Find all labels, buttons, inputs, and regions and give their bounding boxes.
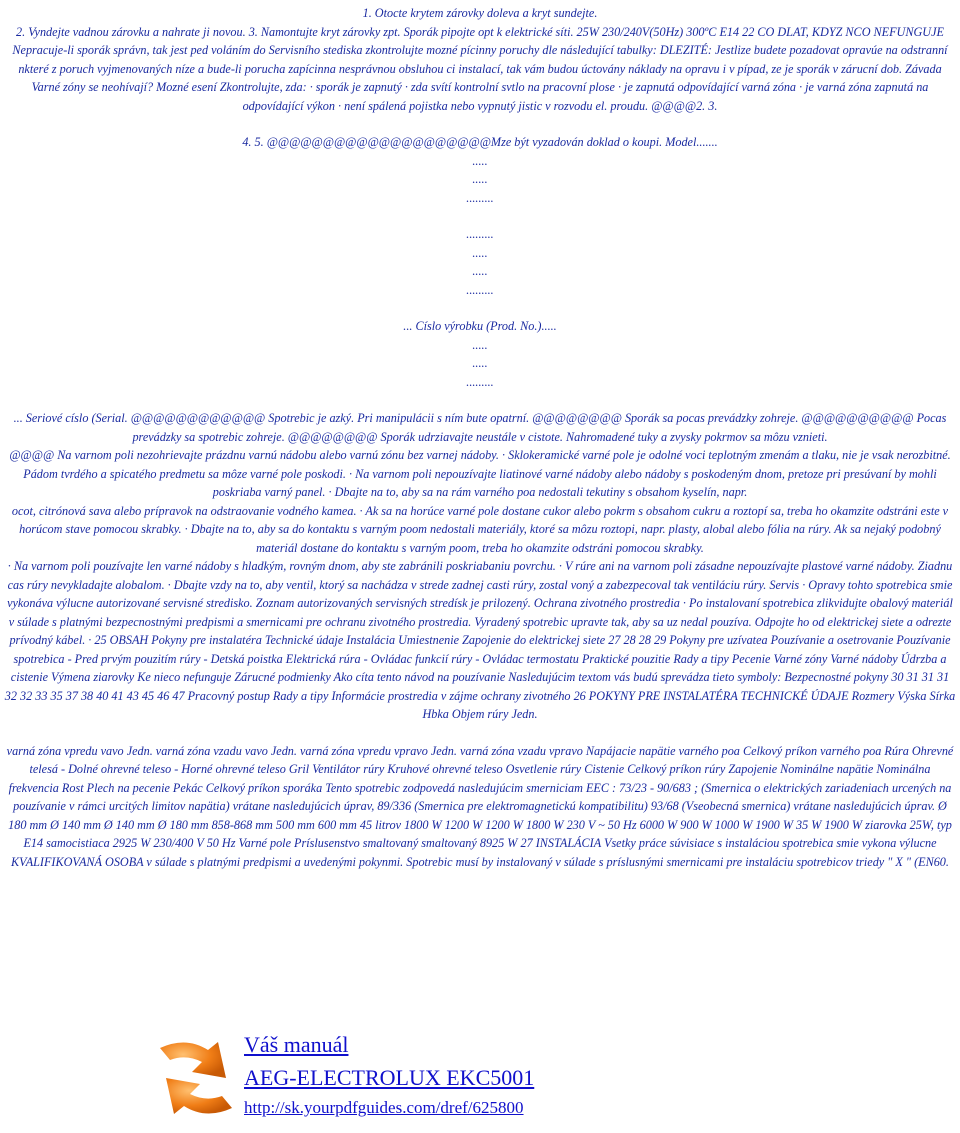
text-paragraph [4,299,956,317]
text-paragraph: 2. Vyndejte vadnou zárovku a nahrate ji novou. 3. Namontujte kryt zárovky zpt. Sporák pipojte opt k elektrické síti. 25W 230/240V(50Hz) 300ºC E14 22 CO DLAT, KDYZ NCO NEFUNGUJE Nepracuje-li sporák správn, tak jest ped voláním do Servisního stediska zkontrolujte mozné pícinny poruchy dle následující tabulky: DLEZITÉ: Jestlize budete pozadovat opravúe na odstranní nkteré z poruch vyjmenovaných níze a bude-li porucha zapícinna nesprávnou obsluhou ci instalací, tak vám budou úctovány náklady na opravu i v pípad, ze je sporák v zárucní dob. Závada Varné zóny se neohívají? Mozné esení Zkontrolujte, zda: · sporák je zapnutý · zda svítí kontrolní svtlo na pracovní plose · je zapnutá odpovídající varná zóna · je varná zóna zapnutá na odpovídající výkon · není spálená pojistka nebo vypnutý jistic v rozvodu el. proudu. @@@@2. 3. [12,24,948,113]
manual-body-text [4,4,956,871]
text-paragraph: @@@@ Na varnom poli nezohrievajte prázdnu varnú nádobu alebo varnú zónu bez varnej nádoby. · Sklokeramické varné pole je odolné voci teplotným zmenám a tlaku, nie je vsak nerozbitné. Pádom tvrdého a spicatého predmetu sa môze varné pole poskodi. · Na varnom poli nepouzívajte liatinové varné nádoby alebo nádoby s poskodeným dnom, pretoze pri presúvaní by mohli poskriaba varný panel. · Dbajte na to, aby sa na rám varného poa nedostali tekutiny s obsahom kyselín, napr. [9,448,951,499]
text-paragraph: ... Císlo výrobku (Prod. No.)..... [403,319,557,333]
text-paragraph [4,207,956,225]
text-paragraph: ......... [466,227,494,241]
text-paragraph: ..... [472,172,488,186]
text-paragraph: ......... [466,374,494,389]
text-paragraph: ... Seriové císlo (Serial. @@@@@@@@@@@@ Spotrebic je azký. Pri manipulácii s ním bute opatrní. @@@@@@@@ Sporák sa pocas prevádzky zohreje. @@@@@@@@@@ Pocas prevádzky sa spotrebic zohreje. @@@@@@@@ Sporák udrziavajte neustále v cistote. Nahromadené tuky a zvysky pokrmov sa môzu vznieti. [13,411,947,444]
text-paragraph: 1. Otocte krytem zárovky doleva a kryt sundejte. [362,6,598,20]
manual-model-link[interactable]: AEG-ELECTROLUX EKC5001 [244,1065,535,1090]
orange-arrow-logo-icon [156,1038,236,1118]
text-paragraph: ..... [472,245,488,260]
text-paragraph: ocot, citrónová sava alebo prípravok na odstraovanie vodného kamea. · Ak sa na horúce varné pole dostane cukor alebo pokrm s obsahom cukru a roztopí sa, treba ho okamzite odstráni este v horúcom stave pomocou skrabky. · Dbajte na to, aby sa do kontaktu s varným poom nedostali materiály, ktoré sa môzu roztopi, napr. plasty, alobal alebo fólia na rúry. Ak sa nejaký podobný materiál dostane do kontaktu s varným poom, treba ho okamzite odstráni pomocou skrabky. [11,503,949,555]
text-paragraph [4,391,956,409]
text-paragraph: ..... [472,153,488,168]
text-paragraph: ......... [466,190,494,205]
text-paragraph: ......... [466,282,494,297]
text-paragraph: ..... [472,356,488,370]
text-paragraph [4,724,956,742]
footer-banner [0,1032,960,1130]
text-paragraph: varná zóna vpredu vavo Jedn. varná zóna vzadu vavo Jedn. varná zóna vpredu vpravo Jedn. varná zóna vzadu vpravo Napájacie napätie varného poa Celkový príkon varného poa Rúra Ohrevné telesá - Dolné ohrevné teleso - Horné ohrevné teleso Gril Ventilátor rúry Kruhové ohrevné teleso Osvetlenie rúry Cistenie Celkový príkon rúry Zapojenie Nominálne napätie Nominálna frekvencia Rost Plech na pecenie Pekác Celkový príkon sporáka Tento spotrebic zodpovedá nasledujúcim smerniciam EEC : 73/23 - 90/683 ; (Smernica o elektrických zariadeniach urcených na pouzívanie v rámci urcitých limitov napätia) vrátane nasledujúcich úprav, 89/336 (Smernica pre elektromagnetickú kompatibilitu) 93/68 (Vseobecná smernica) vrátane nasledujúcich úprav. Ø 180 mm Ø 140 mm Ø 140 mm Ø 180 mm 858-868 mm 500 mm 600 mm 45 litrov 1800 W 1200 W 1200 W 1800 W 230 V ~ 50 Hz 6000 W 900 W 1000 W 1900 W 35 W 1900 W ziarovka 25W, typ E14 samocistiaca 2925 W 230/400 V 50 Hz Varné pole Príslusenstvo smaltovaný smaltovaný 8925 W 27 INSTALÁCIA Vsetky práce súvisiace s instaláciou spotrebica smie vykona výlucne KVALIFIKOVANÁ OSOBA v súlade s platnými predpismi a uvedenými pokynmi. Spotrebic musí by instalovaný v súlade s príslusnými smernicami pre instaláciu spotrebicov triedy " X " (EN60. [6,743,954,869]
text-paragraph: · Na varnom poli pouzívajte len varné nádoby s hladkým, rovným dnom, aby ste zabránili poskriabaniu povrchu. · V rúre ani na varnom poli zásadne nepouzívajte plastové varné nádoby. Ziadnu cas rúry nevykladajte alobalom. · Dbajte vzdy na to, aby ventil, ktorý sa nachádza v strede zadnej casti rúry, zostal voný a zabezpecoval tak ventiláciu rúry. Servis · Opravy tohto spotrebica smie vykonáva výlucne autorizované servisné stredisko. Zoznam autorizovaných servisných stredísk je prilozený. Ochrana zivotného prostredia · Po instalovaní spotrebica zlikvidujte obalový materiál v súlade s platnými bezpecnostnými predpismi a smernicami pre ochranu zivotného prostredia. Vyradený spotrebic upravte tak, aby sa uz nedal pouzíva. Odpojte ho od elektrickej siete a odrezte prívodný kábel. · 25 OBSAH Pokyny pre instalatéra Technické údaje Instalácia Umiestnenie Zapojenie do elektrickej siete 27 28 28 29 Pokyny pre uzívatea Pouzívanie a osetrovanie Pouzívanie spotrebica - Pred prvým pouzitím rúry - Detská poistka Elektrická rúra - Ovládac funkcií rúry - Ovládac termostatu Praktické pouzitie Rady a tipy Pecenie Varné zóny Varné nádoby Údrzba a cistenie Výmena ziarovky Ke nieco nefunguje Zárucné podmienky Ako cíta tento návod na pouzívanie Nasledujúcim textom vás budú sprevádza tieto symboly: Bezpecnostné pokyny 30 31 31 31 32 32 33 35 37 38 40 41 43 45 46 47 Pracovný postup Rady a tipy Informácie prostredia v zájme ochrany zivotného 26 POKYNY PRE INSTALATÉRA TECHNICKÉ ÚDAJE Rozmery Výska Sírka Hbka Objem rúry Jedn. [4,559,956,721]
text-paragraph: ..... [472,337,488,352]
manual-title-link[interactable]: Váš manuál [244,1032,349,1057]
text-paragraph [4,115,956,133]
text-paragraph: ..... [472,264,488,278]
manual-url-link[interactable]: http://sk.yourpdfguides.com/dref/625800 [244,1098,524,1117]
text-paragraph: 4. 5. @@@@@@@@@@@@@@@@@@@@Mze být vyzadován doklad o koupi. Model....... [242,135,718,149]
